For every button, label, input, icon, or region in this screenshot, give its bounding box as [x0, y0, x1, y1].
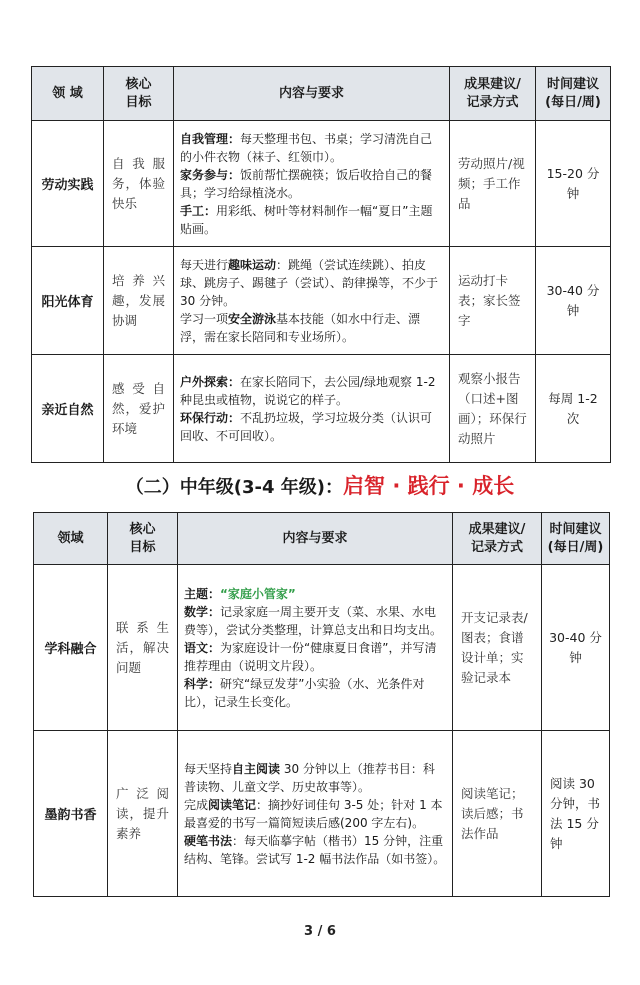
header-time-line2: (每日/周) — [547, 539, 604, 555]
row-result: 开支记录表/图表；食谱设计单；实验记录本 — [453, 565, 542, 731]
row-time: 30-40 分钟 — [542, 565, 610, 731]
item-text: 每天坚持 — [184, 761, 233, 776]
header-content: 内容与要求 — [174, 67, 450, 121]
item-text: 基本技能（如水中行走、漂浮，需在家长陪同和专业场所）。 — [180, 311, 421, 344]
header-time-line1: 时间建议 — [549, 521, 602, 537]
header-goal — [104, 67, 174, 121]
theme-label: 主题： — [184, 586, 221, 601]
header-goal-line1: 核心 — [125, 76, 152, 92]
section-heading-slogan: 启智 · 践行 · 成长 — [343, 474, 515, 498]
header-domain: 领 域 — [32, 67, 104, 121]
content-item — [180, 310, 443, 346]
section-heading — [0, 470, 640, 500]
item-text: 不乱扔垃圾，学习垃圾分类（认识可回收、不可回收）。 — [180, 410, 433, 443]
theme-text: “家庭小管家” — [220, 586, 296, 601]
content-item — [180, 256, 443, 310]
row-goal: 联系生活，解决问题 — [108, 565, 178, 731]
activity-table-lower-grade — [31, 66, 611, 463]
row-content — [174, 247, 450, 355]
header-time-line2: (每日/周) — [545, 94, 601, 110]
content-theme — [184, 585, 446, 603]
content-item — [180, 409, 443, 445]
item-text: 每天整理书包、书桌；学习清洗自己的小件衣物（袜子、红领巾）。 — [180, 131, 433, 164]
item-text: 每天进行 — [180, 257, 229, 272]
item-text: 为家庭设计一份“健康夏日食谱”，并写清推荐理由（说明文片段）。 — [184, 640, 437, 673]
item-text: 研究“绿豆发芽”小实验（水、光条件对比），记录生长变化。 — [184, 676, 425, 709]
item-text: ：摘抄好词佳句 3-5 处；针对 1 本最喜爱的书写一篇简短读后感(200 字左右)。 — [184, 797, 443, 830]
row-result: 阅读笔记；读后感；书法作品 — [453, 731, 542, 897]
table-row — [32, 247, 611, 355]
row-goal: 自我服务，体验快乐 — [104, 121, 174, 247]
item-label: 自我管理： — [180, 131, 241, 146]
row-time: 每周 1-2 次 — [536, 355, 611, 463]
row-content — [178, 731, 453, 897]
row-result: 观察小报告（口述+图画）；环保行动照片 — [450, 355, 536, 463]
row-time: 阅读 30 分钟，书法 15 分钟 — [542, 731, 610, 897]
header-content: 内容与要求 — [178, 513, 453, 565]
content-item — [180, 130, 443, 166]
row-domain: 阳光体育 — [32, 247, 104, 355]
table-row — [34, 565, 610, 731]
item-label: 户外探索： — [180, 374, 241, 389]
page-number: 3 / 6 — [304, 924, 336, 939]
header-time — [536, 67, 611, 121]
header-result-line2: 记录方式 — [466, 94, 519, 110]
header-result-line1: 成果建议/ — [464, 76, 521, 92]
row-time: 15-20 分钟 — [536, 121, 611, 247]
table-row — [32, 121, 611, 247]
item-text: ：每天临摹字帖（楷书）15 分钟，注重结构、笔锋。尝试写 1-2 幅书法作品（如书签）。 — [184, 833, 446, 866]
table-row — [32, 355, 611, 463]
table-header-row — [34, 513, 610, 565]
row-content — [174, 121, 450, 247]
content-item — [184, 675, 446, 711]
item-label: 硬笔书法 — [184, 833, 233, 848]
item-label: 阅读笔记 — [208, 797, 257, 812]
header-goal-line2: 目标 — [125, 94, 152, 110]
row-domain: 学科融合 — [34, 565, 108, 731]
item-text: 30 分钟以上（推荐书目：科普读物、儿童文学、历史故事等）。 — [184, 761, 435, 794]
header-time — [542, 513, 610, 565]
content-item — [184, 832, 446, 868]
item-text: 在家长陪同下，去公园/绿地观察 1-2 种昆虫或植物，说说它的样子。 — [180, 374, 436, 407]
item-label: 家务参与： — [180, 167, 241, 182]
row-domain: 劳动实践 — [32, 121, 104, 247]
item-label: 语文： — [184, 640, 221, 655]
item-text: 学习一项 — [180, 311, 229, 326]
content-item — [184, 796, 446, 832]
item-text: 记录家庭一周主要开支（菜、水果、水电费等），尝试分类整理，计算总支出和日均支出。 — [184, 604, 443, 637]
header-domain: 领域 — [34, 513, 108, 565]
header-goal-line2: 目标 — [129, 539, 156, 555]
content-item — [180, 166, 443, 202]
item-text: 完成 — [184, 797, 209, 812]
row-goal: 感受自然，爱护环境 — [104, 355, 174, 463]
item-label: 科学： — [184, 676, 221, 691]
table-row — [34, 731, 610, 897]
row-time: 30-40 分钟 — [536, 247, 611, 355]
item-label: 环保行动： — [180, 410, 241, 425]
content-item — [184, 603, 446, 639]
header-goal — [108, 513, 178, 565]
item-label: 数学： — [184, 604, 221, 619]
content-item — [180, 202, 443, 238]
item-label: 自主阅读 — [232, 761, 281, 776]
item-text: 用彩纸、树叶等材料制作一幅“夏日”主题贴画。 — [180, 203, 433, 236]
header-result — [450, 67, 536, 121]
header-result — [453, 513, 542, 565]
table-header-row — [32, 67, 611, 121]
content-item — [184, 639, 446, 675]
row-goal: 广泛阅读，提升素养 — [108, 731, 178, 897]
row-goal: 培养兴趣，发展协调 — [104, 247, 174, 355]
section-heading-prefix: （二）中年级(3-4 年级)： — [125, 477, 344, 498]
header-time-line1: 时间建议 — [546, 76, 599, 92]
content-item — [180, 373, 443, 409]
row-result: 运动打卡表；家长签字 — [450, 247, 536, 355]
row-result: 劳动照片/视频；手工作品 — [450, 121, 536, 247]
item-label: 趣味运动 — [228, 257, 277, 272]
row-content — [178, 565, 453, 731]
item-text: ：跳绳（尝试连续跳）、拍皮球、跳房子、踢毽子（尝试）、韵律操等，不少于 30 分钟。 — [180, 257, 439, 308]
row-domain: 墨韵书香 — [34, 731, 108, 897]
content-item — [184, 760, 446, 796]
row-content — [174, 355, 450, 463]
item-label: 安全游泳 — [228, 311, 277, 326]
activity-table-middle-grade — [33, 512, 610, 897]
item-text: 饭前帮忙摆碗筷；饭后收拾自己的餐具；学习给绿植浇水。 — [180, 167, 433, 200]
header-result-line2: 记录方式 — [470, 539, 523, 555]
header-goal-line1: 核心 — [129, 521, 156, 537]
item-label: 手工： — [180, 203, 217, 218]
row-domain: 亲近自然 — [32, 355, 104, 463]
header-result-line1: 成果建议/ — [468, 521, 526, 537]
